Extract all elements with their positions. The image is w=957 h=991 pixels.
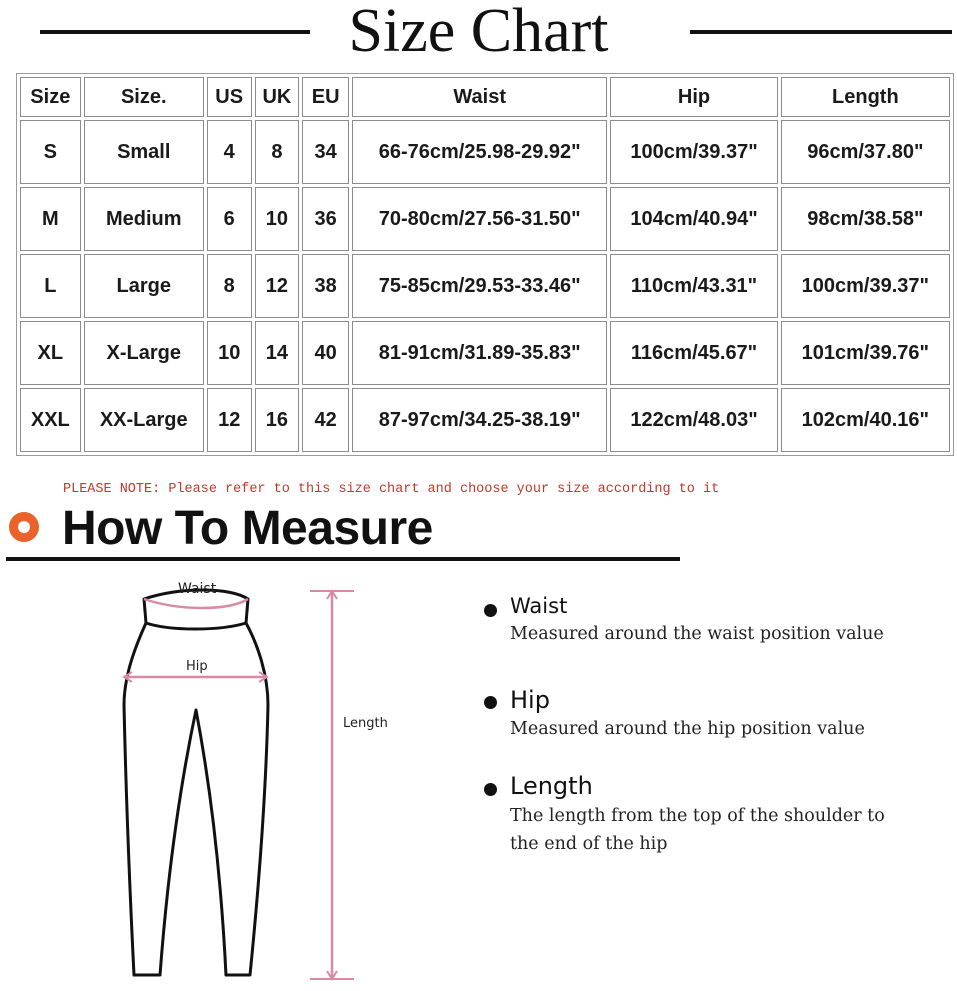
table-cell: 42 (302, 388, 349, 452)
table-cell: 10 (207, 321, 252, 385)
table-cell: L (20, 254, 81, 318)
measure-item-desc: Measured around the hip position value (510, 719, 865, 739)
header-cell: EU (302, 77, 349, 117)
table-cell: 96cm/37.80" (781, 120, 950, 184)
header-cell: Waist (352, 77, 607, 117)
page-title: Size Chart (335, 0, 623, 65)
table-cell: 12 (255, 254, 300, 318)
table-row (20, 254, 950, 318)
table-cell: 100cm/39.37" (610, 120, 777, 184)
bullet-icon (484, 696, 497, 709)
table-cell: 66-76cm/25.98-29.92" (352, 120, 607, 184)
table-cell: M (20, 187, 81, 251)
table-cell: 122cm/48.03" (610, 388, 777, 452)
table-row (20, 388, 950, 452)
table-cell: XXL (20, 388, 81, 452)
table-row (20, 187, 950, 251)
measure-item-title: Hip (510, 686, 550, 714)
bullet-icon (484, 604, 497, 617)
table-cell: 40 (302, 321, 349, 385)
table-row (20, 321, 950, 385)
table-cell: 16 (255, 388, 300, 452)
diagram-label-length: Length (343, 716, 388, 731)
table-cell: 12 (207, 388, 252, 452)
header-cell: Size. (84, 77, 204, 117)
size-chart-header (0, 0, 957, 66)
table-cell: XX-Large (84, 388, 204, 452)
table-cell: 8 (255, 120, 300, 184)
table-cell: 38 (302, 254, 349, 318)
table-cell: Medium (84, 187, 204, 251)
table-cell: Large (84, 254, 204, 318)
table-cell: 34 (302, 120, 349, 184)
size-note: PLEASE NOTE: Please refer to this size chart and choose your size according to it (63, 482, 720, 497)
bullet-icon (484, 783, 497, 796)
table-cell: 81-91cm/31.89-35.83" (352, 321, 607, 385)
measure-header (6, 502, 686, 565)
waist-arc-icon (144, 599, 248, 608)
measure-item-desc: Measured around the waist position value (510, 624, 884, 644)
table-cell: 4 (207, 120, 252, 184)
measure-title: How To Measure (62, 502, 433, 555)
header-cell: UK (255, 77, 300, 117)
header-cell: Size (20, 77, 81, 117)
measure-item-title: Waist (510, 594, 568, 618)
table-cell: 8 (207, 254, 252, 318)
header-cell: US (207, 77, 252, 117)
table-cell: 14 (255, 321, 300, 385)
table-cell: 98cm/38.58" (781, 187, 950, 251)
measure-item-title: Length (510, 772, 593, 800)
ring-icon (9, 512, 39, 542)
table-cell: XL (20, 321, 81, 385)
table-row (20, 120, 950, 184)
diagram-label-waist: Waist (178, 581, 217, 597)
measure-underline (6, 557, 680, 561)
table-cell: 104cm/40.94" (610, 187, 777, 251)
measure-item-desc: The length from the top of the shoulder to the end of the hip (510, 806, 885, 854)
table-cell: 87-97cm/34.25-38.19" (352, 388, 607, 452)
table-cell: S (20, 120, 81, 184)
table-header-row (20, 77, 950, 117)
table-cell: X-Large (84, 321, 204, 385)
header-cell: Length (781, 77, 950, 117)
diagram-label-hip: Hip (186, 659, 208, 674)
table-cell: 101cm/39.76" (781, 321, 950, 385)
header-cell: Hip (610, 77, 777, 117)
table-cell: 36 (302, 187, 349, 251)
table-cell: 100cm/39.37" (781, 254, 950, 318)
table-cell: 75-85cm/29.53-33.46" (352, 254, 607, 318)
table-cell: 116cm/45.67" (610, 321, 777, 385)
table-cell: Small (84, 120, 204, 184)
table-cell: 102cm/40.16" (781, 388, 950, 452)
table-cell: 110cm/43.31" (610, 254, 777, 318)
leggings-diagram (100, 575, 420, 991)
table-cell: 6 (207, 187, 252, 251)
table-cell: 70-80cm/27.56-31.50" (352, 187, 607, 251)
table-cell: 10 (255, 187, 300, 251)
size-table (16, 73, 954, 456)
